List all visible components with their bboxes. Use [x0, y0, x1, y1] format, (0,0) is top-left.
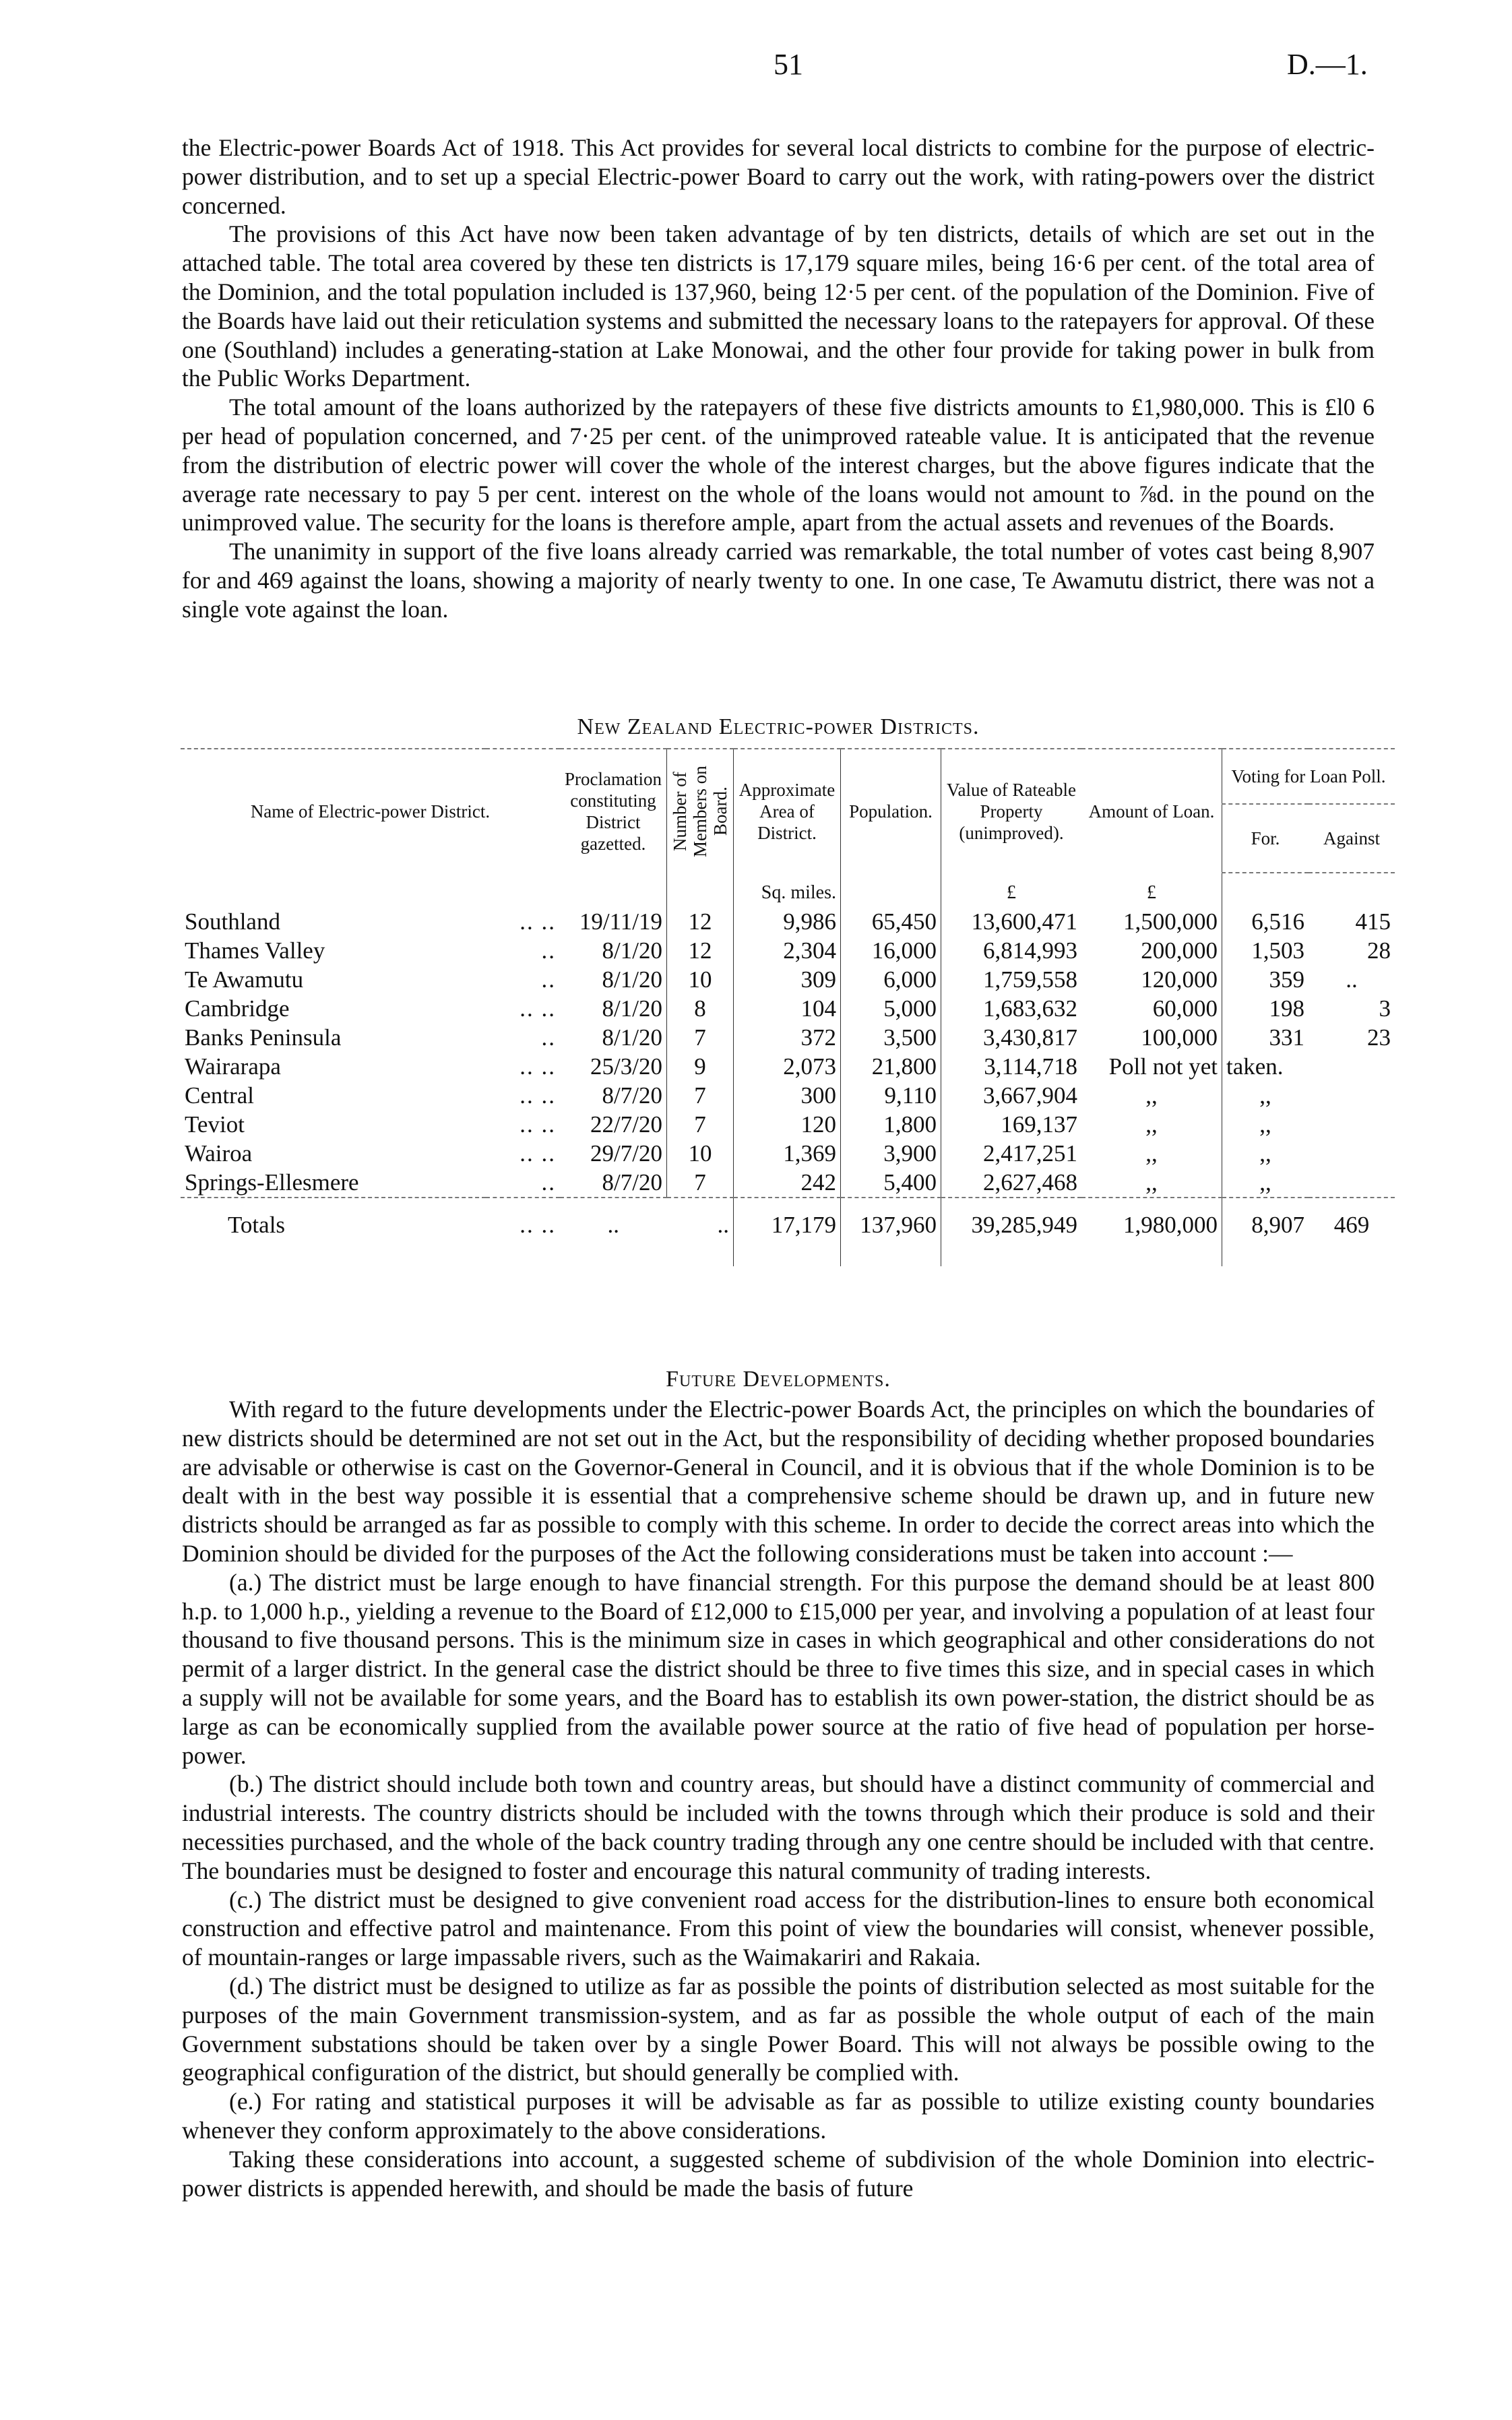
paragraph-b: (b.) The district should include both town and country areas, but should have a distinct community of commercial and industrial interests. The country districts should be included with the towns through which their produce is sold and their necessities purchased, and the whole of the back country trading through any one centre should be included with that centre. The boundaries must be designed to foster and encourage this natural community of trading interests.: [182, 1770, 1375, 1884]
table-row: Southland .. .. 19/11/19 12 9,986 65,450 13,600,471 1,500,000 6,516 415: [185, 908, 1391, 935]
table-title: New Zealand Electric-power Districts.: [577, 714, 980, 739]
units-row: [181, 873, 1395, 907]
col-header-rateable-value: Value of Rateable Property (unimproved).: [941, 749, 1082, 873]
col-header-population: Population.: [841, 749, 941, 873]
document-reference: D.—1.: [1287, 48, 1368, 81]
col-header-members: Number of Members on Board.: [667, 749, 734, 873]
paragraph: the Electric-power Boards Act of 1918. This Act provides for several local districts to combine for the purpose of electric-power distribution, and to set up a special Electric-power Board to carry out the work, with rating-powers over the district concerned.: [182, 134, 1375, 219]
col-header-for: For.: [1222, 804, 1309, 873]
unit-area: Sq. miles.: [734, 873, 841, 907]
col-header-name: Name of Electric-power District.: [181, 749, 560, 873]
paragraph: The unanimity in support of the five loans already carried was remarkable, the total number of votes cast being 8,907 for and 469 against the loans, showing a majority of nearly twenty to one. In one case, Te Awamutu district, there was not a single vote against the loan.: [182, 538, 1375, 623]
paragraph-e: (e.) For rating and statistical purposes it will be advisable as far as possible to utilize existing county boundaries whenever they conform approximately to the above considerations.: [182, 2088, 1375, 2144]
totals-row: Totals .. .. .. .. 17,179 137,960 39,285,949 1,980,000 8,907 469: [181, 1198, 1395, 1266]
table-row: Wairoa .. .. 29/7/20 10 1,369 3,900 2,417,251 ,, ,,: [181, 1139, 1395, 1168]
paragraph: Taking these considerations into account, a suggested scheme of subdivision of the whole Dominion into electric-power districts is appended herewith, and should be made the basis of future: [182, 2145, 1375, 2202]
districts-table: [181, 748, 1395, 1266]
future-text: [182, 1395, 1375, 2202]
col-header-area: Approximate Area of District.: [734, 749, 841, 873]
page-number: 51: [774, 48, 803, 81]
table-row: Te Awamutu .. 8/1/20 10 309 6,000 1,759,558 120,000 359 ..: [185, 966, 1358, 993]
table-row: Springs-Ellesmere .. 8/7/20 7 242 5,400 2,627,468 ,, ,,: [181, 1168, 1395, 1198]
table-row: Thames Valley .. 8/1/20 12 2,304 16,000 6,814,993 200,000 1,503 28: [185, 937, 1391, 964]
table-row: Central .. .. 8/7/20 7 300 9,110 3,667,904 ,, ,,: [181, 1081, 1395, 1110]
col-header-loan: Amount of Loan.: [1081, 749, 1222, 873]
page-header: [0, 47, 1512, 88]
intro-text: [182, 133, 1375, 624]
unit-loan: £: [1147, 882, 1156, 903]
paragraph: The total amount of the loans authorized by the ratepayers of these five districts amounts to £1,980,000. This is £l0 6 per head of population concerned, and 7·25 per cent. of the unimproved rateable value. It is anticipated that the revenue from the distribution of electric power will cover the whole of the interest charges, but the above figures indicate that the average rate necessary to pay 5 per cent. interest on the whole of the loans would not amount to ⅞d. in the pound on the unimproved value. The security for the loans is therefore ample, apart from the actual assets and revenues of the Boards.: [182, 394, 1375, 536]
paragraph-c: (c.) The district must be designed to give convenient road access for the distribution-lines to ensure both economical construction and effective patrol and maintenance. From this point of view the boundaries will consist, whenever possible, of mountain-ranges or large impassable rivers, such as the Waimakariri and Rakaia.: [182, 1886, 1375, 1971]
table-row: Wairarapa .. .. 25/3/20 9 2,073 21,800 3,114,718 Poll not yet taken.: [181, 1052, 1395, 1081]
paragraph: The provisions of this Act have now been taken advantage of by ten districts, details of which are set out in the attached table. The total area covered by these ten districts is 17,179 square miles, being 16·6 per cent. of the total area of the Dominion, and the total population included is 137,960, being 12·5 per cent. of the population of the Dominion. Five of the Boards have laid out their reticulation systems and submitted the necessary loans to the ratepayers for approval. Of these one (Southland) includes a generating-station at Lake Monowai, and the other four provide for taking power in bulk from the Public Works Department.: [182, 220, 1375, 392]
table-row: Cambridge .. .. 8/1/20 8 104 5,000 1,683,632 60,000 198 3: [185, 995, 1391, 1022]
paragraph-a: (a.) The district must be large enough to have financial strength. For this purpose the demand should be at least 800 h.p. to 1,000 h.p., yielding a revenue to the Board of £12,000 to £15,000 per year, and involving a population of at least four thousand to five thousand persons. This is the minimum size in cases in which geographical and other considerations do not permit of a larger district. In the general case the district should be three to five times this size, and in special cases in which a supply will not be available for some years, and the Board has to establish its own power-station, the district should be as large as can be economically supplied from the available power source at the ratio of five head of population per horse-power.: [182, 1568, 1375, 1769]
col-header-voting: Voting for Loan Poll.: [1222, 749, 1395, 804]
col-header-proclamation: Proclamation constituting District gazetted.: [560, 749, 667, 873]
section-heading-future: Future Developments.: [666, 1367, 891, 1392]
unit-rateable: £: [941, 873, 1082, 907]
paragraph: With regard to the future developments under the Electric-power Boards Act, the principles on which the boundaries of new districts should be determined are not set out in the Act, but the responsibility of deciding whether proposed boundaries are advisable or otherwise is cast on the Governor-General in Council, and it is obvious that if the whole Dominion is to be dealt with in the best way possible it is essential that a comprehensive scheme should be drawn up, and in future new districts should be arranged as far as possible to comply with this scheme. In order to decide the correct areas into which the Dominion should be divided for the purposes of the Act the following considerations must be taken into account :—: [182, 1396, 1375, 1567]
table-row: Banks Peninsula .. 8/1/20 7 372 3,500 3,430,817 100,000 331 23: [185, 1024, 1391, 1051]
table-row: Teviot .. .. 22/7/20 7 120 1,800 169,137 ,, ,,: [181, 1110, 1395, 1139]
paragraph-d: (d.) The district must be designed to utilize as far as possible the points of distribution selected as most suitable for the purposes of the main Government transmission-system, and as far as possible the whole output of each of the main Government substations should be taken over by a single Power Board. This will not always be possible owing to the geographical configuration of the district, but should generally be complied with.: [182, 1972, 1375, 2086]
col-header-against: Against: [1309, 804, 1395, 873]
